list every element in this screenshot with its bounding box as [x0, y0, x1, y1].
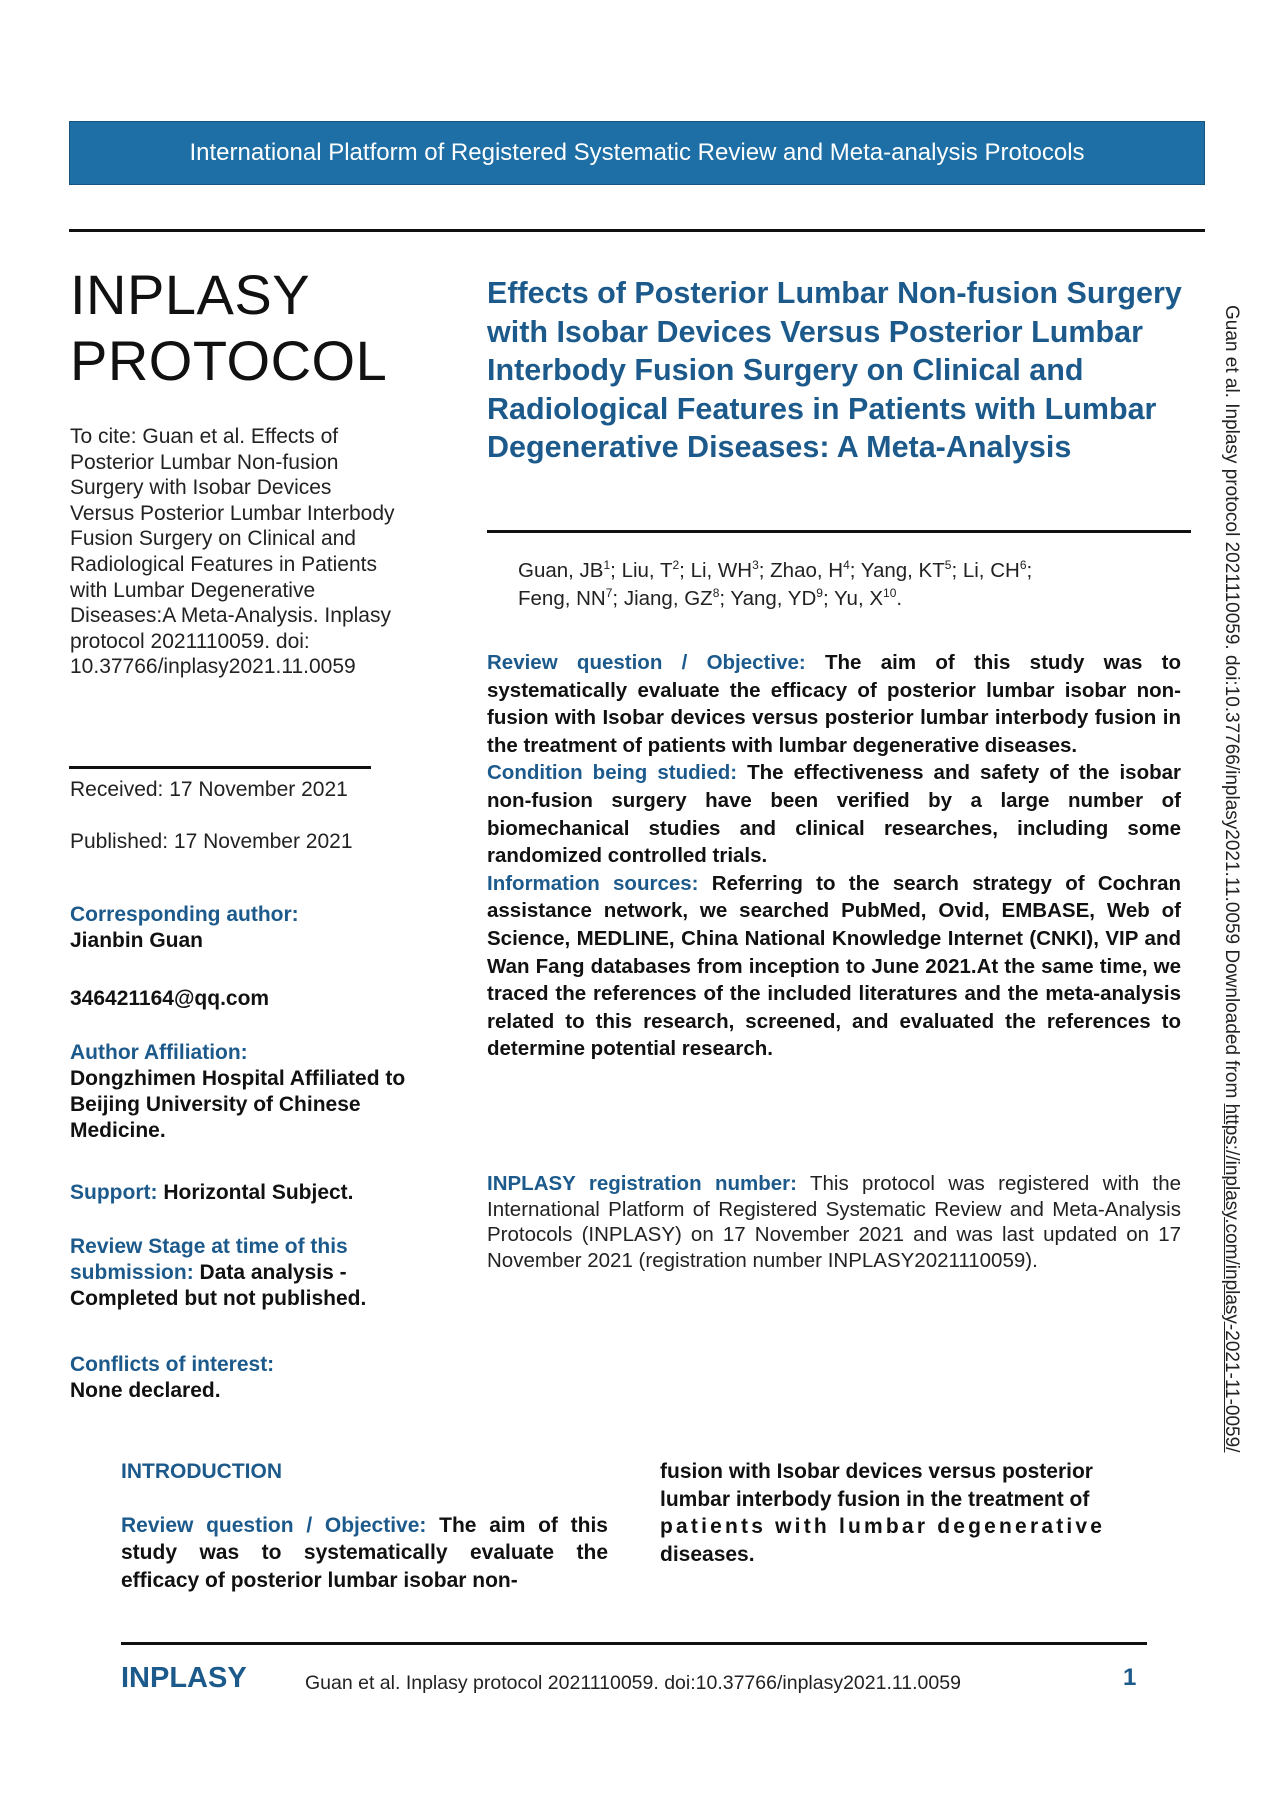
author-entry [624, 587, 731, 610]
author-entry [691, 559, 771, 582]
sidebar-rule [69, 766, 371, 769]
author-name: Guan, JB [518, 559, 604, 582]
support-text: Horizontal Subject. [163, 1181, 354, 1204]
title-rule [487, 530, 1191, 533]
author-name: Li, WH [690, 559, 753, 582]
author-entry [861, 559, 963, 582]
author-entry [770, 559, 861, 582]
download-link[interactable]: https://inplasy.com/inplasy-2021-11-0059/ [1221, 1103, 1242, 1453]
author-email: 346421164@qq.com [70, 987, 270, 1010]
condition-label: Condition being studied: [487, 761, 738, 785]
footer-rule [121, 1642, 1147, 1645]
conflicts-label: Conflicts of interest: [70, 1353, 275, 1376]
registration-text: This protocol was registered with the International Platform of Registered Systematic Review and Meta-Analysis Protocols (INPLASY) on 17 November 2021 and was last updated on 17 November 2021 (registration number INPLASY2021110059). [487, 1172, 1181, 1272]
footer-citation: Guan et al. Inplasy protocol 2021110059. doi:10.37766/inplasy2021.11.0059 [305, 1672, 961, 1694]
kicker-line-1: INPLASY [70, 263, 311, 326]
review-stage-block [70, 1234, 410, 1312]
affiliation-text: Dongzhimen Hospital Affiliated to Beijing University of Chinese Medicine. [70, 1067, 406, 1142]
header-banner [69, 121, 1205, 185]
author-affiliation-number: 2 [672, 558, 680, 573]
top-rule [69, 229, 1205, 232]
conflicts-text: None declared. [70, 1379, 221, 1402]
author-affiliation-number: 7 [605, 586, 613, 601]
intro-objective-paragraph [121, 1512, 608, 1595]
author-list [518, 557, 1178, 613]
banner-text: International Platform of Registered Systematic Review and Meta-analysis Protocols [189, 139, 1085, 166]
page-number: 1 [1123, 1664, 1137, 1691]
author-affiliation-number: 8 [712, 586, 720, 601]
author-separator: ; [951, 559, 963, 582]
author-affiliation-number: 5 [944, 558, 952, 573]
registration-label: INPLASY registration number: [487, 1172, 797, 1195]
author-name: Yang, YD [730, 587, 817, 610]
author-separator: ; [610, 559, 622, 582]
received-date: Received: 17 November 2021 [70, 778, 348, 801]
intro-objective-label: Review question / Objective: [121, 1513, 427, 1537]
footer-brand: INPLASY [121, 1662, 247, 1694]
article-title: Effects of Posterior Lumbar Non-fusion Surgery with Isobar Devices Versus Posterior Lumbar Interbody Fusion Surgery on Clinical and Radiological Features in Patients with Lumbar Degenerative Diseases: A Meta-Analysis [487, 276, 1182, 464]
published-date: Published: 17 November 2021 [70, 830, 353, 853]
protocol-kicker [70, 262, 387, 394]
author-name: Yu, X [834, 587, 884, 610]
condition-paragraph [487, 759, 1181, 869]
affiliation-label: Author Affiliation: [70, 1041, 248, 1064]
intro-heading: INTRODUCTION [121, 1460, 282, 1483]
author-separator: ; [849, 559, 861, 582]
author-separator: ; [758, 559, 771, 582]
intro-continued-line-3: diseases. [660, 1542, 755, 1566]
objective-paragraph [487, 649, 1181, 759]
intro-left-column [121, 1458, 608, 1594]
intro-continued-line-2: patients with lumbar degenerative [660, 1515, 1106, 1538]
author-entry [963, 559, 1032, 582]
margin-note-text: Guan et al. Inplasy protocol 2021110059. doi:10.37766/inplasy2021.11.0059 Downloaded from [1221, 305, 1242, 1104]
author-separator: ; [1026, 559, 1033, 582]
abstract [487, 649, 1181, 1063]
sources-label: Information sources: [487, 871, 699, 895]
sources-text: Referring to the search strategy of Cochran assistance network, we searched PubMed, Ovid, EMBASE, Web of Science, MEDLINE, China National Knowledge Internet (CNKI), VIP and Wan Fang databases from inception to June 2021.At the same time, we traced the references of the included literatures and the meta-analysis related to this research, screened, and evaluated the references to determine potential research. [487, 871, 1182, 1061]
intro-objective-text: The aim of this study was to systematically evaluate the efficacy of posterior lumbar isobar non- [121, 1513, 608, 1592]
author-name: Zhao, H [770, 559, 844, 582]
conflicts-block [70, 1352, 430, 1404]
registration-paragraph [487, 1171, 1181, 1273]
intro-continued-line-1: fusion with Isobar devices versus posterior lumbar interbody fusion in the treatment of [660, 1460, 1093, 1511]
author-separator: ; [612, 587, 624, 610]
author-separator: ; [719, 587, 731, 610]
author-affiliation-number: 6 [1019, 558, 1027, 573]
intro-right-column [660, 1458, 1147, 1568]
author-affiliation-number: 1 [603, 558, 611, 573]
corresponding-author-block [70, 902, 430, 954]
affiliation-block [70, 1040, 430, 1144]
author-affiliation-number: 3 [752, 558, 759, 573]
author-name: Jiang, GZ [623, 587, 713, 610]
objective-label: Review question / Objective: [487, 651, 806, 674]
citation-text: To cite: Guan et al. Effects of Posterior Lumbar Non-fusion Surgery with Isobar Devices Versus Posterior Lumbar Interbody Fusion Surgery on Clinical and Radiological Features in Patients with Lumbar Degenerative Diseases:A Meta-Analysis. Inplasy protocol 2021110059. doi: 10.37766/inplasy2021.11.0059 [70, 425, 395, 679]
author-separator: ; [679, 559, 691, 582]
author-name: Yang, KT [860, 559, 945, 582]
author-entry [518, 587, 624, 610]
author-name: Liu, T [621, 559, 673, 582]
author-separator: ; [822, 587, 834, 610]
condition-text: The effectiveness and safety of the isobar non-fusion surgery have been verified by a large number of biomechanical studies and clinical researches, including some randomized controlled trials. [487, 761, 1182, 868]
review-stage-label: Review Stage at time of this submission: [70, 1235, 348, 1284]
author-affiliation-number: 4 [843, 558, 850, 573]
author-entry [834, 587, 902, 610]
author-separator: . [896, 587, 903, 610]
corresponding-author-name: Jianbin Guan [70, 929, 204, 952]
support-block [70, 1180, 430, 1206]
margin-download-note [1220, 305, 1242, 1452]
author-name: Feng, NN [518, 587, 606, 610]
author-entry [518, 559, 622, 582]
corresponding-author-label: Corresponding author: [70, 903, 299, 926]
author-affiliation-number: 9 [816, 586, 823, 601]
sources-paragraph [487, 870, 1181, 1063]
objective-text: The aim of this study was to systematically evaluate the efficacy of posterior lumbar isobar non-fusion with Isobar devices versus posterior lumbar interbody fusion in the treatment of patients with lumbar degenerative diseases. [487, 651, 1181, 757]
support-label: Support: [70, 1181, 158, 1204]
author-entry [730, 587, 834, 610]
author-affiliation-number: 10 [883, 586, 897, 601]
author-entry [622, 559, 691, 582]
review-stage-text: Data analysis - Completed but not published. [70, 1261, 367, 1310]
author-name: Li, CH [962, 559, 1020, 582]
kicker-line-2: PROTOCOL [70, 329, 388, 392]
